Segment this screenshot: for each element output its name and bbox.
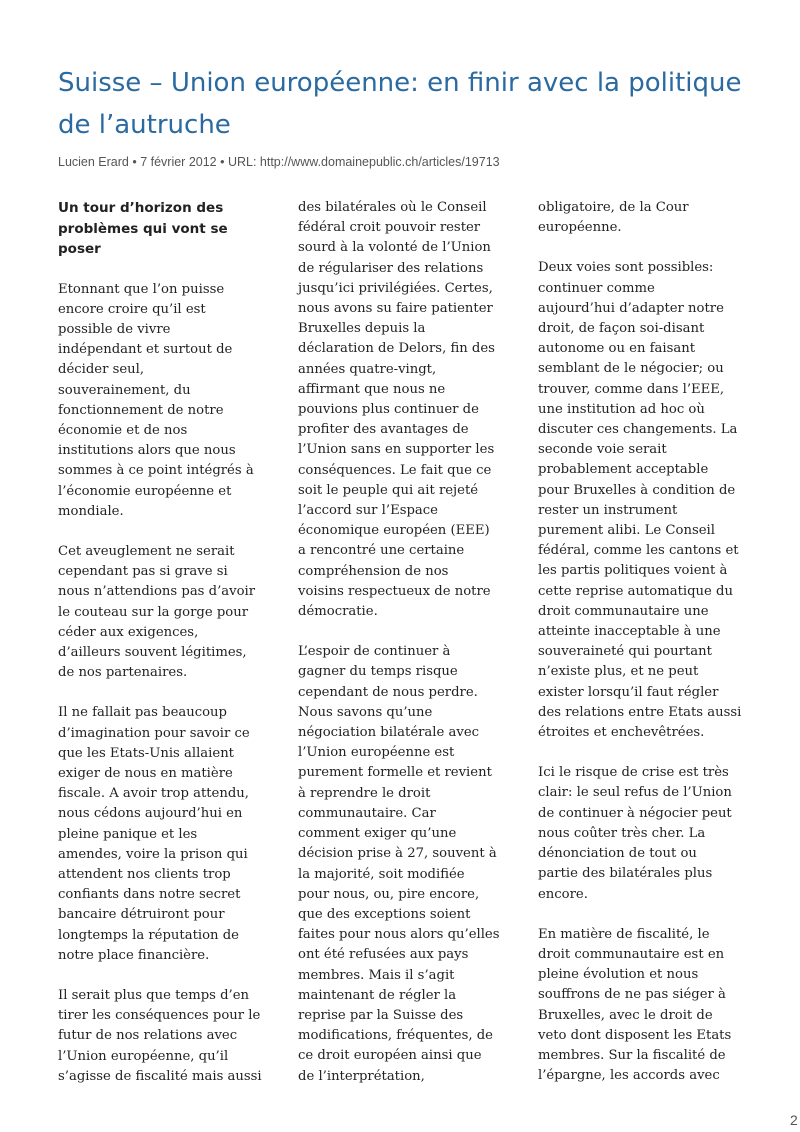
page-number: 2 <box>790 1112 798 1128</box>
paragraph <box>298 642 516 1086</box>
paragraph <box>538 763 756 904</box>
title-line-2: de l’autruche <box>58 110 231 140</box>
text-line: l’épargne, les accords avec <box>538 1068 720 1084</box>
text-line: Deux voies sont possibles: <box>538 260 714 276</box>
text-line: amendes, voire la prison qui <box>58 846 248 862</box>
text-line: les partis politiques voient à <box>538 563 728 579</box>
text-line: n’existe plus, et ne peut <box>538 664 699 680</box>
text-line: maintenant de régler la <box>298 987 457 1003</box>
text-line: rester un instrument <box>538 502 678 518</box>
text-line: faites pour nous alors qu’elles <box>298 927 500 943</box>
text-line: Il ne fallait pas beaucoup <box>58 705 227 721</box>
paragraph <box>58 280 276 522</box>
text-line: l’Union européenne, qu’il <box>58 1048 229 1064</box>
text-line: pleine panique et les <box>58 826 198 842</box>
text-line: droit communautaire une <box>538 603 709 619</box>
text-line: institutions alors que nous <box>58 443 236 459</box>
text-line: de continuer à négocier peut <box>538 805 732 821</box>
text-line: longtemps la réputation de <box>58 927 239 943</box>
text-line: futur de nos relations avec <box>58 1028 238 1044</box>
text-line: continuer comme <box>538 280 655 296</box>
text-line: négociation bilatérale avec <box>298 725 480 741</box>
text-line: aujourd’hui d’adapter notre <box>538 300 724 316</box>
text-line: gagner du temps risque <box>298 664 458 680</box>
text-line: souveraineté qui pourtant <box>538 644 712 660</box>
section-subheading <box>58 198 276 260</box>
text-column-3 <box>538 198 756 1106</box>
text-line: Bruxelles depuis la <box>298 321 426 337</box>
text-line: Cet aveuglement ne serait <box>58 543 235 559</box>
text-line: européenne. <box>538 220 622 236</box>
text-line: affirmant que nous ne <box>298 381 446 397</box>
text-line: souffrons de ne pas siéger à <box>538 987 726 1003</box>
text-line: jusqu’ici privilégiées. Certes, <box>298 280 493 296</box>
text-line: communautaire. Car <box>298 805 436 821</box>
text-line: nous coûter très cher. La <box>538 825 706 841</box>
text-line: exister lorsqu’il faut régler <box>538 684 719 700</box>
text-line: fédéral, comme les cantons et <box>538 543 739 559</box>
text-line: pouvions plus continuer de <box>298 402 479 418</box>
text-line: trouver, comme dans l’EEE, <box>538 381 725 397</box>
text-line: profiter des avantages de <box>298 422 469 438</box>
text-line: indépendant et surtout de <box>58 342 233 358</box>
text-line: de nos partenaires. <box>58 665 188 681</box>
text-line: purement alibi. Le Conseil <box>538 523 715 539</box>
text-line: En matière de fiscalité, le <box>538 926 710 942</box>
text-line: membres. Mais il s’agit <box>298 967 455 983</box>
text-line: obligatoire, de la Cour <box>538 200 689 215</box>
text-line: bancaire détruiront pour <box>58 907 225 923</box>
text-line: nous n’attendions pas d’avoir <box>58 584 256 600</box>
text-line: reprise par la Suisse des <box>298 1007 464 1023</box>
text-line: des relations entre Etats aussi <box>538 704 742 720</box>
text-line: de régulariser des relations <box>298 260 484 276</box>
text-line: fonctionnement de notre <box>58 402 224 418</box>
subheading-line: problèmes qui vont se <box>58 220 228 237</box>
text-line: étroites et enchevêtrées. <box>538 725 705 741</box>
text-line: Ici le risque de crise est très <box>538 765 729 781</box>
text-line: modifications, fréquentes, de <box>298 1028 493 1044</box>
paragraph <box>58 986 276 1087</box>
paragraph <box>58 542 276 683</box>
text-line: ce droit européen ainsi que <box>298 1048 482 1064</box>
text-line: notre place financière. <box>58 947 210 963</box>
text-line: la majorité, soit modifiée <box>298 866 465 882</box>
text-line: encore. <box>538 886 588 902</box>
text-line: seconde voie serait <box>538 442 667 458</box>
text-line: attendent nos clients trop <box>58 866 231 882</box>
text-line: mondiale. <box>58 503 124 519</box>
text-line: sommes à ce point intégrés à <box>58 463 254 479</box>
text-line: que des exceptions soient <box>298 906 471 922</box>
text-line: dénonciation de tout ou <box>538 846 697 862</box>
subheading-line: Un tour d’horizon des <box>58 200 224 216</box>
text-line: une institution ad hoc où <box>538 401 705 417</box>
text-line: compréhension de nos <box>298 563 449 579</box>
text-column-1 <box>58 198 276 1107</box>
text-line: de l’interprétation, <box>298 1068 425 1084</box>
text-line: ont été refusées aux pays <box>298 947 469 963</box>
text-line: économie et de nos <box>58 422 188 438</box>
text-line: des bilatérales où le Conseil <box>298 200 487 215</box>
text-line: Bruxelles, avec le droit de <box>538 1007 713 1023</box>
text-line: atteinte inacceptable à une <box>538 624 721 640</box>
text-line: fiscale. A avoir trop attendu, <box>58 786 249 802</box>
text-line: années quatre-vingt, <box>298 361 437 377</box>
article-title <box>58 62 758 146</box>
text-line: à reprendre le droit <box>298 785 431 801</box>
text-line: comment exiger qu’une <box>298 826 457 842</box>
text-line: d’ailleurs souvent légitimes, <box>58 644 247 660</box>
text-line: veto dont disposent les Etats <box>538 1027 732 1043</box>
text-line: l’économie européenne et <box>58 483 232 499</box>
text-line: décision prise à 27, souvent à <box>298 846 497 862</box>
text-line: membres. Sur la fiscalité de <box>538 1047 726 1063</box>
text-line: Il serait plus que temps d’en <box>58 988 250 1003</box>
text-line: déclaration de Delors, fin des <box>298 341 495 357</box>
text-line: l’accord sur l’Espace <box>298 503 438 519</box>
text-line: sourd à la volonté de l’Union <box>298 240 491 256</box>
paragraph <box>58 703 276 966</box>
text-line: conséquences. Le fait que ce <box>298 462 492 478</box>
text-line: voisins respectueux de notre <box>298 583 491 599</box>
text-line: autonome ou en faisant <box>538 341 696 357</box>
text-line: fédéral croit pouvoir rester <box>298 220 481 236</box>
text-line: souverainement, du <box>58 382 191 398</box>
paragraph <box>538 198 756 238</box>
text-line: encore croire qu’il est <box>58 301 206 317</box>
text-line: l’Union européenne est <box>298 745 455 761</box>
text-line: nous avons su faire patienter <box>298 301 493 317</box>
text-line: L’espoir de continuer à <box>298 644 451 660</box>
text-line: nous cédons aujourd’hui en <box>58 806 243 822</box>
text-line: possible de vivre <box>58 321 171 337</box>
subheading-line: poser <box>58 241 101 257</box>
title-line-1: Suisse – Union européenne: en finir avec la politique <box>58 68 742 98</box>
text-line: exiger de nous en matière <box>58 765 233 781</box>
text-line: l’Union sans en supporter les <box>298 442 495 458</box>
text-line: pleine évolution et nous <box>538 967 699 983</box>
paragraph <box>298 198 516 622</box>
text-line: droit communautaire est en <box>538 946 725 962</box>
text-line: tirer les conséquences pour le <box>58 1008 261 1024</box>
paragraph <box>538 258 756 743</box>
text-column-2 <box>298 198 516 1107</box>
text-line: pour Bruxelles à condition de <box>538 482 736 498</box>
text-line: Nous savons qu’une <box>298 704 433 720</box>
text-line: droit, de façon soi-disant <box>538 321 705 337</box>
text-line: semblant de le négocier; ou <box>538 361 724 377</box>
text-line: d’imagination pour savoir ce <box>58 725 250 741</box>
text-line: Etonnant que l’on puisse <box>58 281 225 297</box>
text-line: économique européen (EEE) <box>298 523 490 539</box>
text-line: cette reprise automatique du <box>538 583 733 599</box>
text-line: céder aux exigences, <box>58 624 199 640</box>
text-line: partie des bilatérales plus <box>538 866 713 882</box>
text-line: le couteau sur la gorge pour <box>58 604 249 620</box>
text-line: a rencontré une certaine <box>298 543 465 559</box>
text-line: purement formelle et revient <box>298 765 492 781</box>
text-line: décider seul, <box>58 362 145 378</box>
text-line: pour nous, ou, pire encore, <box>298 886 480 902</box>
text-line: discuter ces changements. La <box>538 422 738 438</box>
text-line: confiants dans notre secret <box>58 887 241 903</box>
text-line: s’agisse de fiscalité mais aussi <box>58 1068 262 1084</box>
article-meta: Lucien Erard • 7 février 2012 • URL: http://www.domainepublic.ch/articles/19713 <box>58 155 500 169</box>
text-line: soit le peuple qui ait rejeté <box>298 482 479 498</box>
text-line: cependant pas si grave si <box>58 564 228 580</box>
text-line: démocratie. <box>298 604 378 620</box>
text-line: clair: le seul refus de l’Union <box>538 785 732 801</box>
text-line: cependant de nous perdre. <box>298 684 478 700</box>
text-line: que les Etats-Unis allaient <box>58 745 234 761</box>
text-line: probablement acceptable <box>538 462 709 478</box>
paragraph <box>538 925 756 1087</box>
